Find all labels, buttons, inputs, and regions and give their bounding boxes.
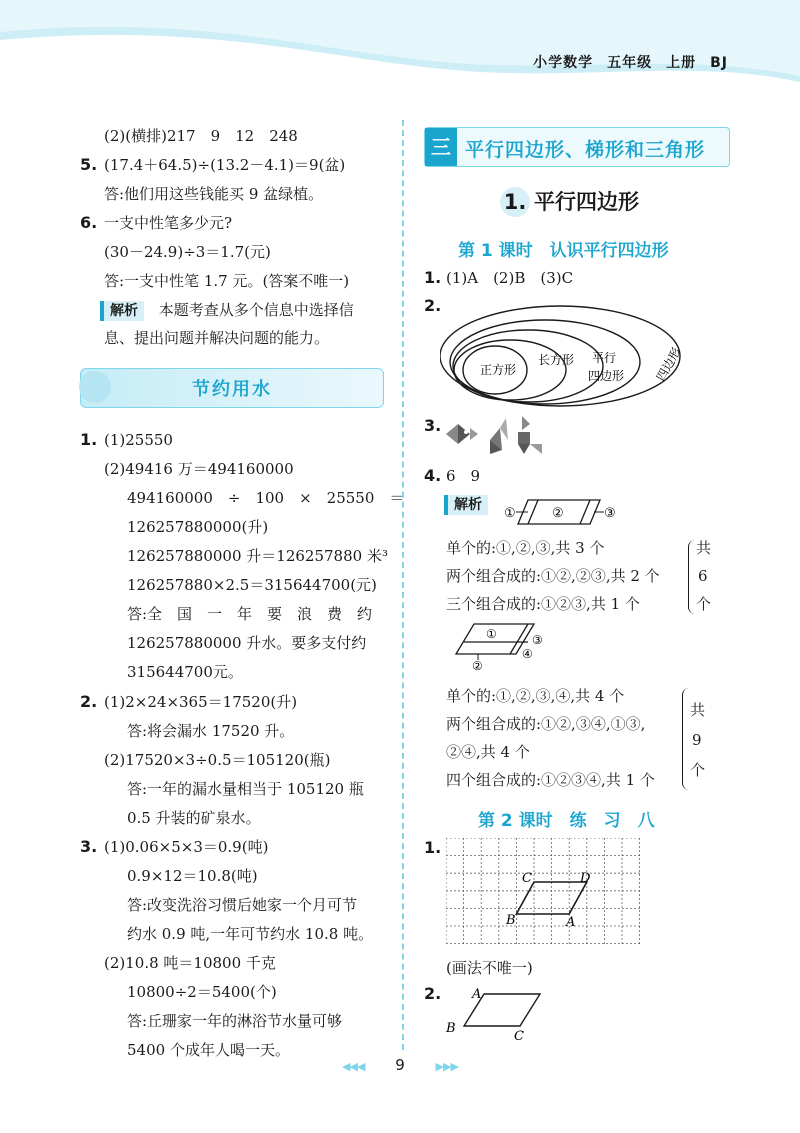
answer-line: 单个的:①,②,③,④,共 4 个 <box>446 687 625 705</box>
header-info <box>519 52 728 72</box>
tangram-figures <box>444 410 554 456</box>
answer-line: (2)17520×3÷0.5＝105120(瓶) <box>104 751 331 769</box>
question-number: 3. <box>424 416 442 435</box>
analysis-tag: 解析 <box>444 495 488 515</box>
total-label: 共 <box>690 701 706 719</box>
total-label: 9 <box>692 731 702 749</box>
answer-line: (1)25550 <box>104 431 173 449</box>
answer-line: (1)A (2)B (3)C <box>446 269 574 287</box>
vertex-label-d: D <box>580 871 591 886</box>
answer-line: 单个的:①,②,③,共 3 个 <box>446 539 605 557</box>
region-label-4: ④ <box>522 647 533 661</box>
analysis-text: 本题考查从多个信息中选择信 <box>158 301 354 319</box>
region-label-3: ③ <box>604 506 616 521</box>
answer-line: (17.4＋64.5)÷(13.2－4.1)＝9(盆) <box>104 156 346 174</box>
answer-line: (2)49416 万＝494160000 <box>104 460 294 478</box>
question-number: 5. <box>80 155 98 174</box>
total-label: 个 <box>690 761 706 779</box>
answer-line: 一支中性笔多少元? <box>104 214 233 232</box>
question-number: 4. <box>424 466 442 485</box>
answer-line: 三个组合成的:①②③,共 1 个 <box>446 595 640 613</box>
venn-label-rectangle: 长方形 <box>538 353 575 367</box>
answer-note: (画法不唯一) <box>446 959 533 977</box>
lesson-title: 第 1 课时 认识平行四边形 <box>458 241 669 261</box>
page-number: 9 <box>395 1056 405 1074</box>
answer-line: 四个组合成的:①②③④,共 1 个 <box>446 771 655 789</box>
column-divider <box>402 120 404 1050</box>
answer-line: 126257880×2.5＝315644700(元) <box>127 576 377 594</box>
answer-line: 5400 个成年人喝一天。 <box>127 1041 290 1059</box>
analysis-tag-row <box>444 494 488 515</box>
right-arrows-icon: ▶▶▶ <box>435 1060 458 1073</box>
vertex-label-a: A <box>472 987 482 1002</box>
header-wave-banner <box>0 0 800 100</box>
vertex-label-b: B <box>446 1021 456 1036</box>
region-label-3: ③ <box>532 633 543 647</box>
question-number: 1. <box>80 430 98 449</box>
left-arrows-icon: ◀◀◀ <box>342 1060 365 1073</box>
venn-label-quadrilateral: 四边形 <box>653 345 684 384</box>
answer-line: 答:将会漏水 17520 升。 <box>127 722 295 740</box>
total-label: 6 <box>698 567 708 585</box>
vertex-label-a: A <box>566 915 576 930</box>
answer-line: 6 9 <box>446 467 481 485</box>
subsection-heading <box>500 186 639 217</box>
answer-line: 答:全 国 一 年 要 浪 费 约 <box>127 605 373 623</box>
question-number: 6. <box>80 213 98 232</box>
answer-line: (1)2×24×365＝17520(升) <box>104 693 298 711</box>
subsection-title: 平行四边形 <box>534 190 639 214</box>
section-title: 节约用水 <box>192 379 272 400</box>
question-number: 2. <box>80 692 98 711</box>
question-number: 1. <box>424 268 442 287</box>
header-volume: 上册 <box>666 55 697 71</box>
region-label-1: ① <box>504 506 516 521</box>
total-label: 共 <box>696 539 712 557</box>
answer-line: 315644700元。 <box>127 663 243 681</box>
lesson-title: 第 2 课时 练 习 八 <box>478 811 655 831</box>
question-number: 3. <box>80 837 98 856</box>
header-subject: 小学数学 <box>533 55 594 71</box>
region-label-2: ② <box>472 659 483 672</box>
answer-line: (30－24.9)÷3＝1.7(元) <box>104 243 271 261</box>
question-number: 1. <box>424 838 442 857</box>
answer-line: 0.5 升装的矿泉水。 <box>127 809 261 827</box>
vertex-label-c: C <box>522 871 532 886</box>
region-label-2: ② <box>552 506 564 521</box>
answer-line: (2)(横排)217 9 12 248 <box>104 127 298 145</box>
chapter-banner <box>424 127 730 167</box>
venn-diagram <box>440 300 690 410</box>
analysis-tag: 解析 <box>100 301 144 321</box>
vertex-label-c: C <box>514 1029 524 1044</box>
venn-label-parallelogram-a: 平行 <box>592 351 617 365</box>
answer-line: 两个组合成的:①②,③④,①③, <box>446 715 646 733</box>
subsection-number: 1. <box>500 187 530 217</box>
parallelogram-figure-2 <box>444 620 554 672</box>
answer-line: 答:他们用这些钱能买 9 盆绿植。 <box>104 185 324 203</box>
header-grade: 五年级 <box>607 55 653 71</box>
answer-line: 答:丘珊家一年的淋浴节水量可够 <box>127 1012 343 1030</box>
page-footer <box>0 1056 800 1074</box>
question-number: 2. <box>424 296 442 315</box>
brace <box>682 688 689 790</box>
parallelogram-figure-3 <box>444 984 554 1044</box>
analysis-text: 息、提出问题并解决问题的能力。 <box>104 329 330 347</box>
answer-line: 约水 0.9 吨,一年可节约水 10.8 吨。 <box>127 925 374 943</box>
answer-line: 126257880000 升＝126257880 米³ <box>127 547 388 565</box>
section-banner <box>80 368 384 408</box>
answer-line: ②④,共 4 个 <box>446 743 530 761</box>
answer-line: 126257880000 升水。要多支付约 <box>127 634 367 652</box>
header-edition: BJ <box>710 55 728 71</box>
answer-line: 两个组合成的:①②,②③,共 2 个 <box>446 567 660 585</box>
vertex-label-b: B <box>506 913 516 928</box>
answer-line: 0.9×12＝10.8(吨) <box>127 867 258 885</box>
question-number: 2. <box>424 984 442 1003</box>
answer-line: (1)0.06×5×3＝0.9(吨) <box>104 838 269 856</box>
total-label: 个 <box>696 595 712 613</box>
answer-line: 答:改变洗浴习惯后她家一个月可节 <box>127 896 358 914</box>
chapter-number: 三 <box>425 128 457 166</box>
region-label-1: ① <box>486 627 497 641</box>
answer-line: 126257880000(升) <box>127 518 269 536</box>
answer-line: 494160000 ÷ 100 × 25550 ＝ <box>127 489 405 507</box>
analysis-row <box>100 300 354 321</box>
answer-line: 答:一支中性笔 1.7 元。(答案不唯一) <box>104 272 350 290</box>
grid-parallelogram <box>446 838 646 948</box>
answer-line: (2)10.8 吨＝10800 千克 <box>104 954 276 972</box>
chapter-title: 平行四边形、梯形和三角形 <box>465 139 706 161</box>
brace <box>688 540 695 614</box>
answer-line: 10800÷2＝5400(个) <box>127 983 277 1001</box>
venn-label-parallelogram-b: 四边形 <box>588 369 625 383</box>
venn-label-square: 正方形 <box>480 363 517 377</box>
answer-line: 答:一年的漏水量相当于 105120 瓶 <box>127 780 364 798</box>
parallelogram-figure-1 <box>504 496 620 528</box>
